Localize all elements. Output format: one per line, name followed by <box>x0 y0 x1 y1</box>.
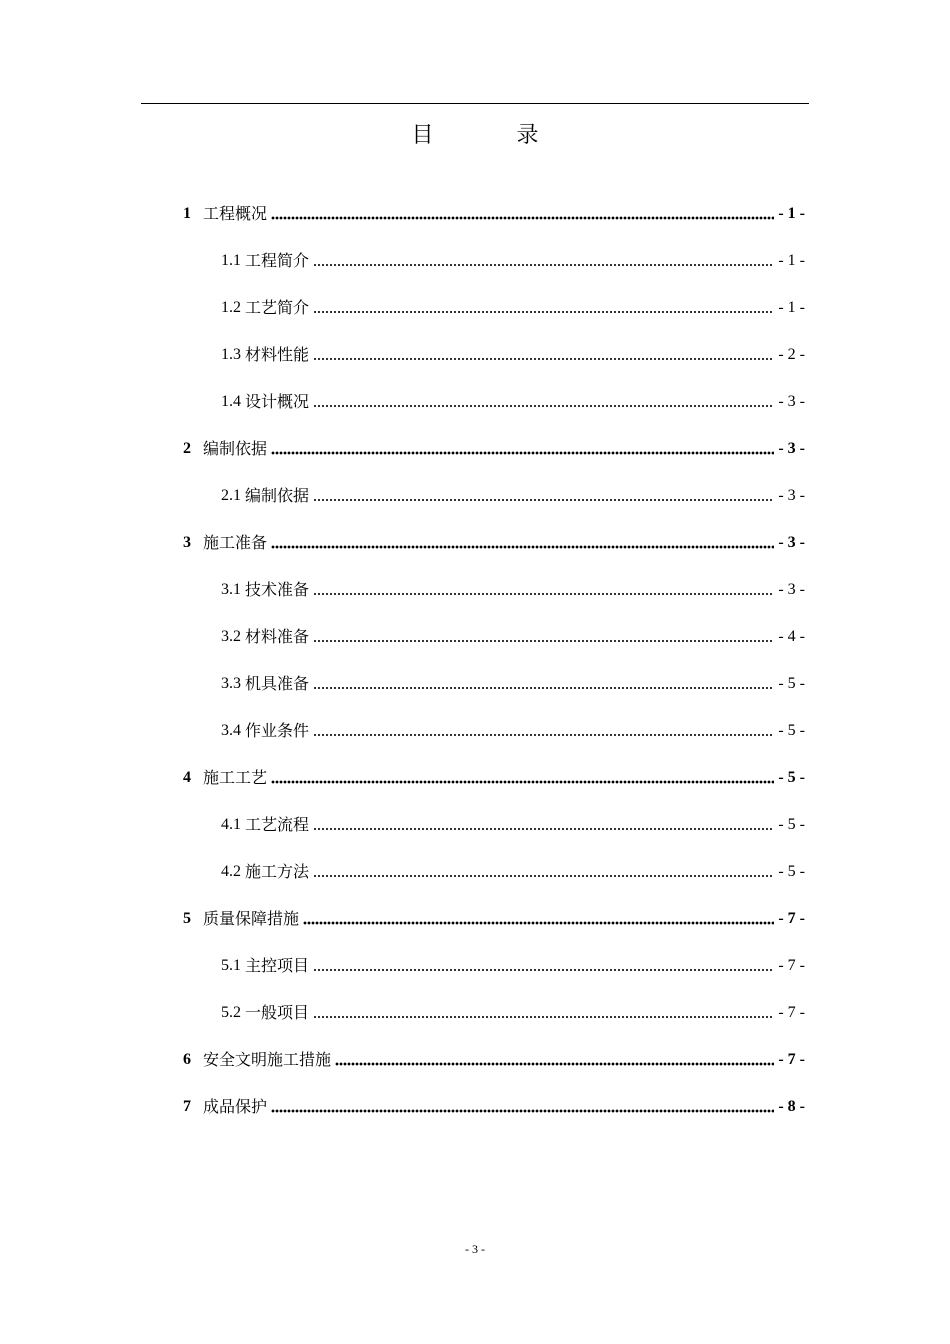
toc-chapter-entry[interactable] <box>183 178 805 225</box>
toc-dot-leader <box>313 826 774 832</box>
toc-entry-label: 编制依据 <box>203 439 268 458</box>
toc-dot-leader <box>313 967 774 973</box>
toc-entry-number: 1.3 <box>221 346 241 363</box>
toc-entry-page: - 3 - <box>778 393 805 410</box>
toc-entry-number: 4.2 <box>221 863 241 880</box>
toc-entry-page: - 7 - <box>778 1051 805 1068</box>
toc-entry-label: 成品保护 <box>203 1097 268 1116</box>
toc-dot-leader <box>303 920 774 926</box>
toc-chapter-entry[interactable] <box>183 413 805 460</box>
toc-entry-number: 5.1 <box>221 957 241 974</box>
toc-dot-leader <box>313 732 774 738</box>
toc-entry-label: 工程概况 <box>203 204 268 223</box>
toc-entry-number: 6 <box>183 1051 191 1068</box>
toc-section-entry[interactable] <box>183 836 805 883</box>
toc-dot-leader <box>313 309 774 315</box>
toc-chapter-entry[interactable] <box>183 742 805 789</box>
toc-entry-label: 工艺简介 <box>245 298 310 317</box>
toc-section-entry[interactable] <box>183 977 805 1024</box>
toc-dot-leader <box>271 779 774 785</box>
page-title: 目 录 <box>411 123 577 148</box>
toc-entry-page: - 7 - <box>778 957 805 974</box>
toc-dot-leader <box>313 591 774 597</box>
toc-dot-leader <box>313 262 774 268</box>
toc-entry-label: 安全文明施工措施 <box>203 1050 332 1069</box>
toc-entry-number: 1.1 <box>221 252 241 269</box>
toc-entry-number: 3.1 <box>221 581 241 598</box>
toc-entry-page: - 8 - <box>778 1098 805 1115</box>
toc-section-entry[interactable] <box>183 554 805 601</box>
toc-dot-leader <box>271 1108 774 1114</box>
toc-entry-label: 施工准备 <box>203 533 268 552</box>
toc-entry-page: - 4 - <box>778 628 805 645</box>
toc-dot-leader <box>335 1061 774 1067</box>
toc-section-entry[interactable] <box>183 460 805 507</box>
toc-entry-label: 工艺流程 <box>245 815 310 834</box>
toc-chapter-entry[interactable] <box>183 1071 805 1118</box>
toc-entry-page: - 5 - <box>778 675 805 692</box>
toc-section-entry[interactable] <box>183 272 805 319</box>
toc-dot-leader <box>313 638 774 644</box>
toc-dot-leader <box>271 450 774 456</box>
toc-chapter-entry[interactable] <box>183 1024 805 1071</box>
header-rule <box>141 103 809 104</box>
toc-dot-leader <box>313 685 774 691</box>
toc-dot-leader <box>313 1014 774 1020</box>
toc-section-entry[interactable] <box>183 319 805 366</box>
toc-entry-page: - 2 - <box>778 346 805 363</box>
toc-entry-number: 3 <box>183 534 191 551</box>
toc-dot-leader <box>313 873 774 879</box>
toc-entry-number: 1.2 <box>221 299 241 316</box>
toc-dot-leader <box>313 356 774 362</box>
toc-entry-label: 材料性能 <box>245 345 310 364</box>
toc-entry-page: - 1 - <box>778 252 805 269</box>
toc-dot-leader <box>271 544 774 550</box>
toc-entry-page: - 5 - <box>778 816 805 833</box>
toc-entry-page: - 5 - <box>778 722 805 739</box>
toc-entry-page: - 3 - <box>778 534 805 551</box>
toc-entry-label: 工程简介 <box>245 251 310 270</box>
table-of-contents <box>183 178 805 1118</box>
toc-entry-number: 1 <box>183 205 191 222</box>
toc-entry-page: - 5 - <box>778 863 805 880</box>
footer-page-number: - 3 - <box>465 1242 485 1256</box>
toc-entry-number: 3.3 <box>221 675 241 692</box>
toc-chapter-entry[interactable] <box>183 883 805 930</box>
toc-entry-label: 施工工艺 <box>203 768 268 787</box>
toc-entry-number: 4 <box>183 769 191 786</box>
toc-entry-label: 设计概况 <box>245 392 310 411</box>
toc-dot-leader <box>313 497 774 503</box>
toc-entry-label: 材料准备 <box>245 627 310 646</box>
toc-section-entry[interactable] <box>183 695 805 742</box>
toc-dot-leader <box>313 403 774 409</box>
toc-entry-number: 2 <box>183 440 191 457</box>
toc-entry-number: 3.2 <box>221 628 241 645</box>
toc-entry-number: 5.2 <box>221 1004 241 1021</box>
toc-section-entry[interactable] <box>183 789 805 836</box>
toc-entry-page: - 7 - <box>778 910 805 927</box>
toc-section-entry[interactable] <box>183 930 805 977</box>
toc-entry-number: 2.1 <box>221 487 241 504</box>
toc-entry-label: 施工方法 <box>245 862 310 881</box>
toc-entry-number: 5 <box>183 910 191 927</box>
toc-entry-label: 编制依据 <box>245 486 310 505</box>
toc-dot-leader <box>271 215 774 221</box>
toc-entry-label: 质量保障措施 <box>203 909 300 928</box>
toc-entry-page: - 5 - <box>778 769 805 786</box>
toc-entry-label: 作业条件 <box>245 721 310 740</box>
toc-entry-number: 7 <box>183 1098 191 1115</box>
toc-section-entry[interactable] <box>183 601 805 648</box>
toc-entry-page: - 1 - <box>778 205 805 222</box>
toc-entry-label: 技术准备 <box>245 580 310 599</box>
toc-entry-page: - 7 - <box>778 1004 805 1021</box>
toc-section-entry[interactable] <box>183 366 805 413</box>
toc-section-entry[interactable] <box>183 225 805 272</box>
toc-entry-page: - 1 - <box>778 299 805 316</box>
toc-entry-number: 4.1 <box>221 816 241 833</box>
toc-entry-label: 主控项目 <box>245 956 310 975</box>
toc-chapter-entry[interactable] <box>183 507 805 554</box>
toc-entry-number: 3.4 <box>221 722 241 739</box>
toc-entry-label: 机具准备 <box>245 674 310 693</box>
toc-entry-label: 一般项目 <box>245 1003 310 1022</box>
toc-section-entry[interactable] <box>183 648 805 695</box>
toc-entry-page: - 3 - <box>778 487 805 504</box>
toc-entry-page: - 3 - <box>778 440 805 457</box>
toc-entry-page: - 3 - <box>778 581 805 598</box>
toc-entry-number: 1.4 <box>221 393 241 410</box>
